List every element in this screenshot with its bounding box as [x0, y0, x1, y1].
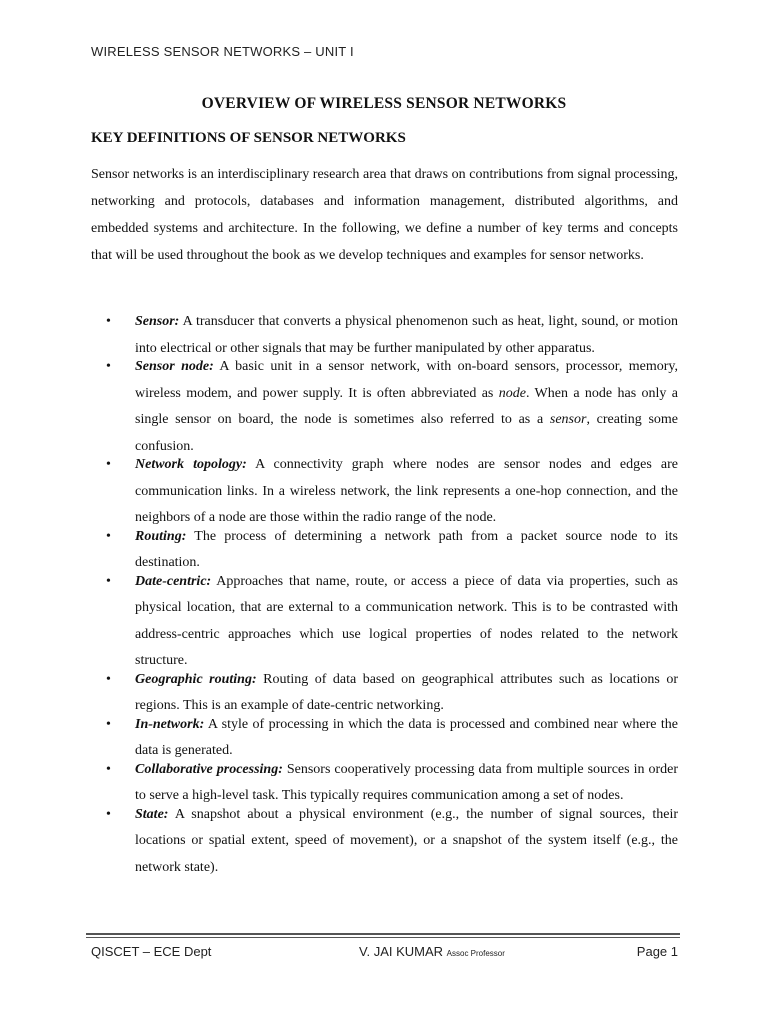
- footer-page-number: Page 1: [636, 944, 678, 959]
- section-heading: KEY DEFINITIONS OF SENSOR NETWORKS: [91, 130, 406, 146]
- footer-rule-top: [86, 933, 680, 935]
- definition-term: Network topology:: [135, 457, 247, 472]
- footer-left: QISCET – ECE Dept: [91, 944, 212, 959]
- footer-center: [359, 944, 505, 959]
- definition-emphasis: node: [498, 385, 526, 401]
- definition-term: Sensor:: [135, 314, 180, 329]
- definition-term: State:: [135, 806, 169, 822]
- footer-author-role: Assoc Professor: [446, 949, 505, 958]
- bullet-icon: •: [106, 359, 111, 374]
- definition-text: A transducer that converts a physical phenomenon such as heat, light, sound, or motion into electrical or other signals that may be further manipulated by other apparatus.: [135, 314, 678, 356]
- definition-item-sensor-node: [91, 354, 678, 460]
- intro-paragraph: Sensor networks is an interdisciplinary research area that draws on contributions from signal processing, networking and protocols, databases and information management, distributed algorithms, and embedded systems and architecture. In the following, we define a number of key terms and concepts that will be used throughout the book as we develop techniques and examples for sensor networks.: [91, 167, 678, 263]
- bullet-icon: •: [106, 457, 111, 472]
- definition-emphasis: sensor: [549, 412, 587, 427]
- definition-text: A snapshot about a physical environment (e.g., the number of signal sources, their locations or spatial extent, speed of movement), or a snapshot of the system itself (e.g., the network state).: [135, 806, 678, 875]
- definition-item-date-centric: [91, 569, 678, 675]
- bullet-icon: •: [106, 314, 111, 329]
- bullet-icon: •: [106, 573, 111, 589]
- definition-text: The process of determining a network path from a packet source node to its destination.: [135, 528, 678, 570]
- definition-term: Collaborative processing:: [135, 761, 283, 777]
- definition-text: A connectivity graph where nodes are sensor nodes and edges are communication links. In a wireless network, the link represents a one-hop connection, and the neighbors of a node are those within the radio range of the node.: [135, 457, 678, 525]
- bullet-icon: •: [106, 761, 111, 777]
- definition-text: A style of processing in which the data is processed and combined near where the data is generated.: [135, 716, 678, 758]
- definition-text: Approaches that name, route, or access a piece of data via properties, such as physical location, that are external to a communication network. This is to be contrasted with address-centric approaches which use logical properties of nodes related to the network structure.: [135, 573, 678, 668]
- definition-text: , creating some confusion.: [135, 412, 678, 454]
- definition-term: Date-centric:: [135, 573, 212, 589]
- definition-term: Geographic routing:: [135, 671, 257, 687]
- bullet-icon: •: [106, 716, 111, 732]
- running-header: WIRELESS SENSOR NETWORKS – UNIT I: [91, 44, 354, 59]
- definition-item-network-topology: [91, 452, 678, 532]
- page-title: OVERVIEW OF WIRELESS SENSOR NETWORKS: [201, 95, 567, 112]
- footer-author: V. JAI KUMAR: [359, 944, 444, 959]
- definition-term: Routing:: [135, 528, 187, 544]
- footer-rule-bottom: [86, 937, 680, 938]
- definition-item-state: [91, 802, 678, 882]
- definition-text: Sensors cooperatively processing data from multiple sources in order to serve a high-level task. This typically requires communication among a set of nodes.: [135, 761, 678, 803]
- definition-term: Sensor node:: [135, 359, 214, 374]
- definition-text: . When a node has only a single sensor on board, the node is sometimes also referred to as a: [135, 385, 678, 427]
- definition-term: In-network:: [135, 716, 205, 732]
- bullet-icon: •: [106, 528, 111, 544]
- definition-text: Routing of data based on geographical attributes such as locations or regions. This is an example of date-centric networking.: [135, 671, 678, 713]
- bullet-icon: •: [106, 806, 111, 822]
- definition-text: A basic unit in a sensor network, with on-board sensors, processor, memory, wireless modem, and power supply. It is often abbreviated as: [135, 359, 678, 401]
- bullet-icon: •: [106, 671, 111, 687]
- definitions-list: [91, 309, 678, 873]
